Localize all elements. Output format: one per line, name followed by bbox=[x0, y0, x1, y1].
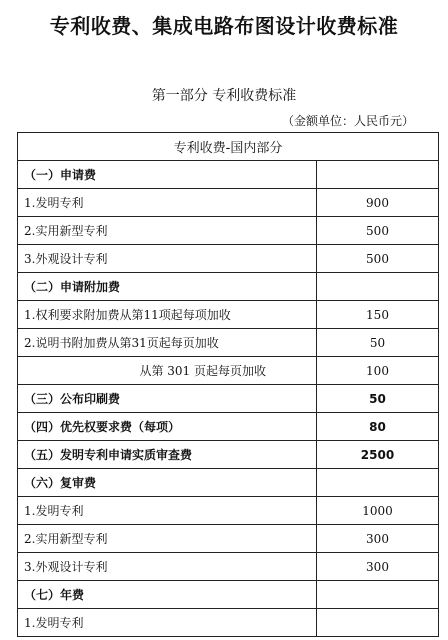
fee-item-row bbox=[18, 553, 439, 581]
fee-item-label: 1.权利要求附加费从第11项起每项加收 bbox=[18, 301, 317, 329]
fee-section-row bbox=[18, 581, 439, 609]
fee-item-row bbox=[18, 245, 439, 273]
fee-item-row bbox=[18, 189, 439, 217]
fee-item-row bbox=[18, 357, 439, 385]
currency-unit-note: （金额单位：人民币元） bbox=[281, 114, 414, 128]
fee-amount bbox=[317, 581, 439, 609]
fee-item-label: 2.说明书附加费从第31页起每页加收 bbox=[18, 329, 317, 357]
fee-amount bbox=[317, 469, 439, 497]
fee-amount: 2500 bbox=[317, 441, 439, 469]
fee-item-label: 1.发明专利 bbox=[18, 189, 317, 217]
fee-section-row bbox=[18, 161, 439, 189]
fee-section-label: （三）公布印刷费 bbox=[18, 385, 317, 413]
fee-table-body bbox=[18, 133, 439, 637]
fee-item-label: 3.外观设计专利 bbox=[18, 553, 317, 581]
document-title: 专利收费、集成电路布图设计收费标准 bbox=[49, 14, 399, 38]
fee-amount: 100 bbox=[317, 357, 439, 385]
fee-item-label: 3.外观设计专利 bbox=[18, 245, 317, 273]
fee-section-label: （二）申请附加费 bbox=[18, 273, 317, 301]
fee-item-row bbox=[18, 497, 439, 525]
fee-table bbox=[17, 132, 439, 637]
fee-section-label: （七）年费 bbox=[18, 581, 317, 609]
fee-section-row bbox=[18, 469, 439, 497]
fee-amount: 50 bbox=[317, 329, 439, 357]
fee-section-label: （六）复审费 bbox=[18, 469, 317, 497]
fee-item-row bbox=[18, 525, 439, 553]
fee-amount: 500 bbox=[317, 217, 439, 245]
fee-amount bbox=[317, 161, 439, 189]
fee-amount: 50 bbox=[317, 385, 439, 413]
fee-item-label: 2.实用新型专利 bbox=[18, 525, 317, 553]
fee-item-label: 2.实用新型专利 bbox=[18, 217, 317, 245]
fee-amount bbox=[317, 273, 439, 301]
fee-section-row bbox=[18, 441, 439, 469]
fee-table-header: 专利收费-国内部分 bbox=[18, 133, 439, 161]
fee-section-label: （四）优先权要求费（每项） bbox=[18, 413, 317, 441]
fee-amount bbox=[317, 609, 439, 637]
fee-amount: 500 bbox=[317, 245, 439, 273]
fee-item-label: 1.发明专利 bbox=[18, 609, 317, 637]
fee-section-label: （五）发明专利申请实质审查费 bbox=[18, 441, 317, 469]
fee-item-row bbox=[18, 609, 439, 637]
fee-item-row bbox=[18, 329, 439, 357]
fee-amount: 1000 bbox=[317, 497, 439, 525]
fee-section-row bbox=[18, 273, 439, 301]
fee-section-row bbox=[18, 413, 439, 441]
fee-section-row bbox=[18, 385, 439, 413]
fee-item-row bbox=[18, 301, 439, 329]
fee-amount: 150 bbox=[317, 301, 439, 329]
fee-amount: 80 bbox=[317, 413, 439, 441]
fee-item-row bbox=[18, 217, 439, 245]
fee-amount: 300 bbox=[317, 553, 439, 581]
fee-item-label: 1.发明专利 bbox=[18, 497, 317, 525]
fee-amount: 900 bbox=[317, 189, 439, 217]
part-title: 第一部分 专利收费标准 bbox=[151, 88, 297, 104]
fee-table-header-row bbox=[18, 133, 439, 161]
fee-item-label: 从第 301 页起每页加收 bbox=[18, 357, 317, 385]
fee-section-label: （一）申请费 bbox=[18, 161, 317, 189]
fee-amount: 300 bbox=[317, 525, 439, 553]
